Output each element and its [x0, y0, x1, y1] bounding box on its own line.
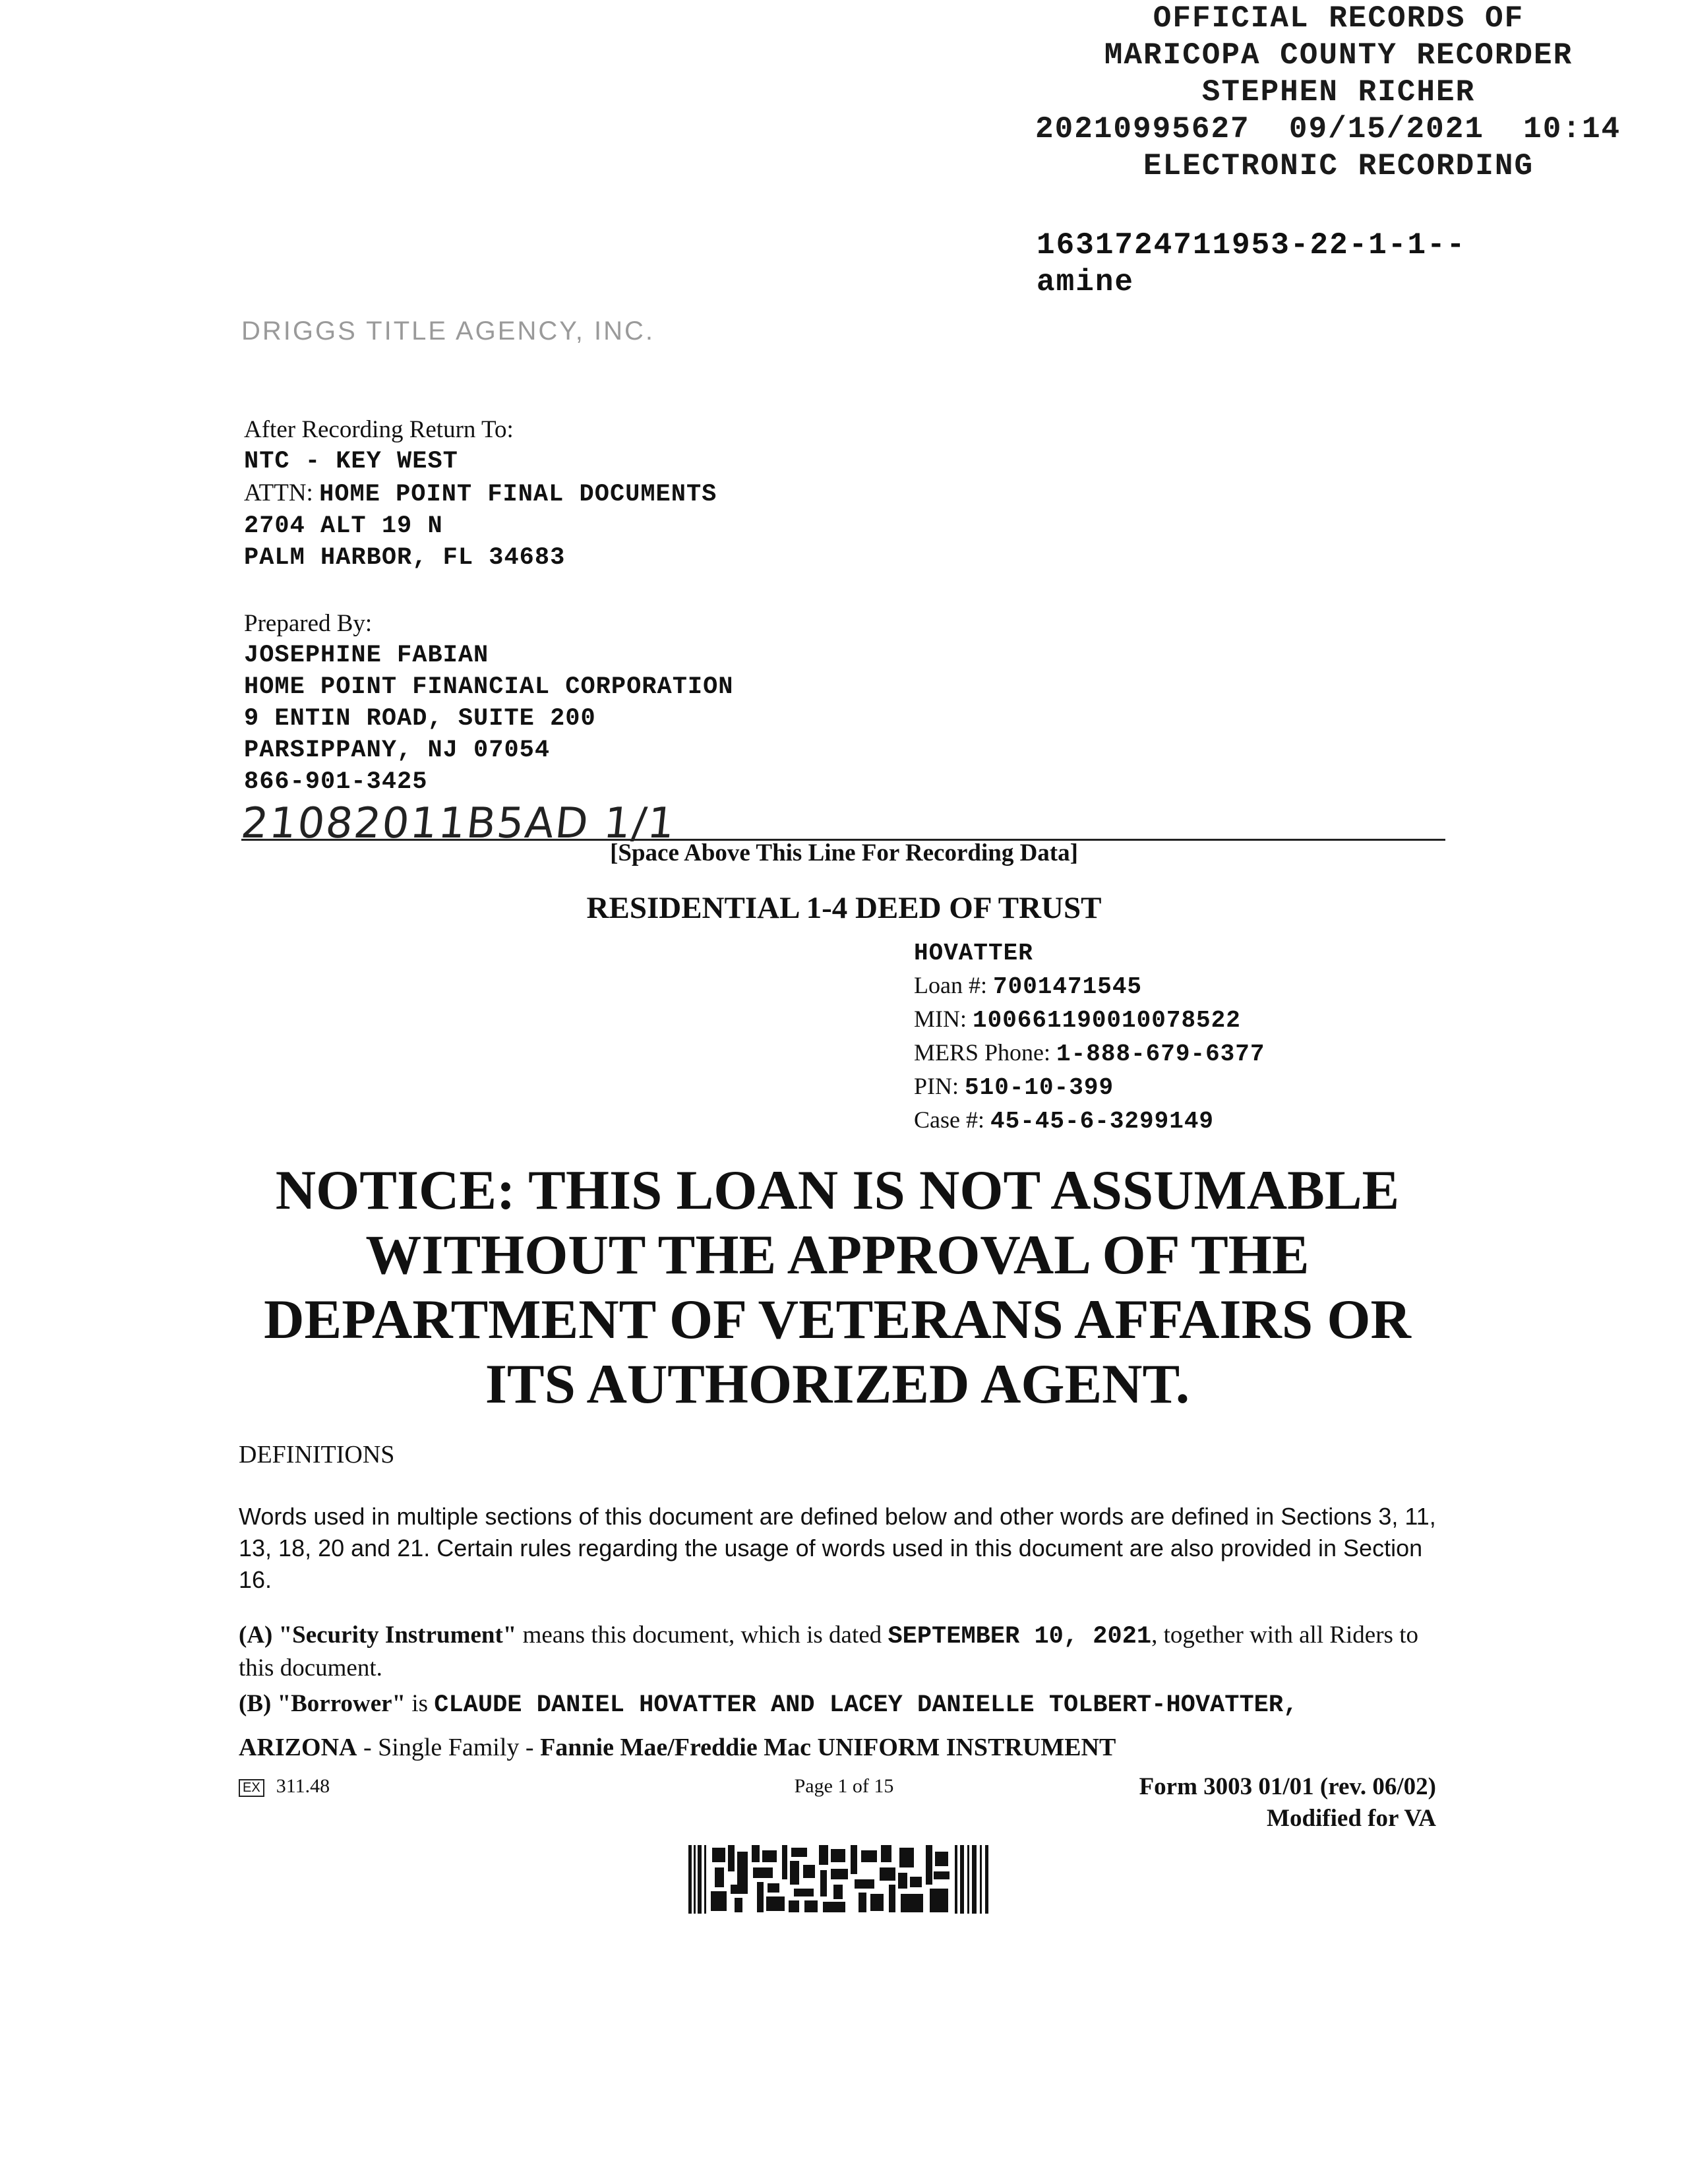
- footer-form-number: Form 3003 01/01 (rev. 06/02): [1139, 1773, 1436, 1800]
- return-to-attn: [244, 477, 717, 510]
- pin-row: [914, 1070, 1265, 1104]
- recorder-batch: [1037, 227, 1466, 301]
- footer-page-number: Page 1 of 15: [794, 1775, 894, 1797]
- min-value: 100661190010078522: [973, 1007, 1241, 1034]
- return-to-label: After Recording Return To:: [244, 416, 514, 443]
- prepared-by-line4: PARSIPPANY, NJ 07054: [244, 737, 551, 764]
- footer-modified: Modified for VA: [1267, 1805, 1436, 1832]
- notice-line3: DEPARTMENT OF VETERANS AFFAIRS OR: [264, 1289, 1411, 1350]
- mers-phone-row: [914, 1037, 1265, 1070]
- recorder-line4: [989, 111, 1688, 148]
- definitions-heading: DEFINITIONS: [239, 1441, 395, 1469]
- min-row: [914, 1003, 1265, 1037]
- prepared-by-line1: JOSEPHINE FABIAN: [244, 642, 489, 669]
- loan-label: Loan #:: [914, 972, 987, 998]
- mers-label: MERS Phone:: [914, 1039, 1051, 1066]
- return-to-line4: PALM HARBOR, FL 34683: [244, 544, 566, 572]
- form-code-number: 311.48: [276, 1775, 330, 1797]
- recorder-user: amine: [1037, 265, 1135, 299]
- footer-sep: - Single Family -: [357, 1734, 541, 1761]
- loan-info-block: [914, 938, 1265, 1138]
- footer-instrument: Fannie Mae/Freddie Mac UNIFORM INSTRUMENT: [540, 1734, 1116, 1761]
- case-label: Case #:: [914, 1107, 984, 1133]
- definition-a: [239, 1620, 1445, 1684]
- case-value: 45-45-6-3299149: [990, 1108, 1215, 1135]
- definition-a-date: SEPTEMBER 10, 2021: [888, 1623, 1152, 1651]
- recorder-time: 10:14: [1523, 112, 1621, 146]
- definition-b: [239, 1688, 1445, 1721]
- space-above-caption: [Space Above This Line For Recording Data]: [610, 839, 1078, 866]
- recorder-line5: ELECTRONIC RECORDING: [1143, 149, 1534, 183]
- loan-number-row: [914, 969, 1265, 1003]
- prepared-by-line2: HOME POINT FINANCIAL CORPORATION: [244, 673, 734, 701]
- recorder-line3: STEPHEN RICHER: [1201, 75, 1476, 109]
- notice-line1: NOTICE: THIS LOAN IS NOT ASSUMABLE: [275, 1159, 1400, 1221]
- form-code-box: EX: [239, 1779, 264, 1797]
- definition-a-text1: means this document, which is dated: [516, 1622, 888, 1649]
- min-label: MIN:: [914, 1006, 967, 1032]
- notice-line2: WITHOUT THE APPROVAL OF THE: [365, 1224, 1310, 1286]
- prepared-by-phone: 866-901-3425: [244, 768, 428, 796]
- borrower-short-name: HOVATTER: [914, 940, 1033, 967]
- pin-label: PIN:: [914, 1073, 959, 1099]
- recorder-doc-number: 20210995627: [1035, 112, 1250, 146]
- return-to-line1: NTC - KEY WEST: [244, 448, 458, 475]
- document-barcode: [688, 1845, 992, 1914]
- footer-state: ARIZONA: [239, 1734, 357, 1761]
- definition-a-text2: , together with all Riders to this document.: [239, 1622, 1418, 1682]
- notice-line4: ITS AUTHORIZED AGENT.: [485, 1353, 1190, 1415]
- return-to-block: [244, 414, 717, 574]
- definition-b-value: CLAUDE DANIEL HOVATTER AND LACEY DANIELLE TOLBERT-HOVATTER,: [434, 1691, 1298, 1719]
- return-to-line3: 2704 ALT 19 N: [244, 512, 443, 540]
- case-row: [914, 1104, 1265, 1138]
- attn-label: ATTN:: [244, 479, 313, 506]
- prepared-by-block: [244, 608, 734, 798]
- loan-value: 7001471545: [992, 973, 1143, 1000]
- handwritten-note: 21082011B5AD 1/1: [239, 799, 678, 848]
- recorder-batch-id: 1631724711953-22-1-1--: [1037, 228, 1466, 262]
- footer-form-info: [1055, 1771, 1436, 1835]
- recorder-line2: MARICOPA COUNTY RECORDER: [1104, 38, 1573, 73]
- pin-value: 510-10-399: [965, 1074, 1114, 1101]
- prepared-by-label: Prepared By:: [244, 610, 373, 637]
- footer-instrument-line: [239, 1733, 1116, 1762]
- attn-value: HOME POINT FINAL DOCUMENTS: [319, 481, 717, 508]
- deed-title: RESIDENTIAL 1-4 DEED OF TRUST: [586, 891, 1102, 925]
- definition-b-label: (B) "Borrower": [239, 1690, 406, 1717]
- mers-value: 1-888-679-6377: [1056, 1041, 1265, 1068]
- definition-b-text: is: [406, 1690, 435, 1717]
- recorder-date: 09/15/2021: [1288, 112, 1484, 146]
- prepared-by-line3: 9 ENTIN ROAD, SUITE 200: [244, 705, 596, 733]
- assumability-notice: [119, 1158, 1556, 1416]
- definitions-intro: Words used in multiple sections of this document are defined below and other words are defined in Sections 3, 11, 13, 18, 20 and 21. Certain rules regarding the usage of words used in this document are also provided in Section 16.: [239, 1503, 1436, 1593]
- recorder-stamp: [989, 0, 1688, 185]
- recorder-line1: OFFICIAL RECORDS OF: [1153, 1, 1524, 36]
- title-agency-stamp: DRIGGS TITLE AGENCY, INC.: [241, 317, 655, 346]
- definition-a-label: (A) "Security Instrument": [239, 1622, 517, 1649]
